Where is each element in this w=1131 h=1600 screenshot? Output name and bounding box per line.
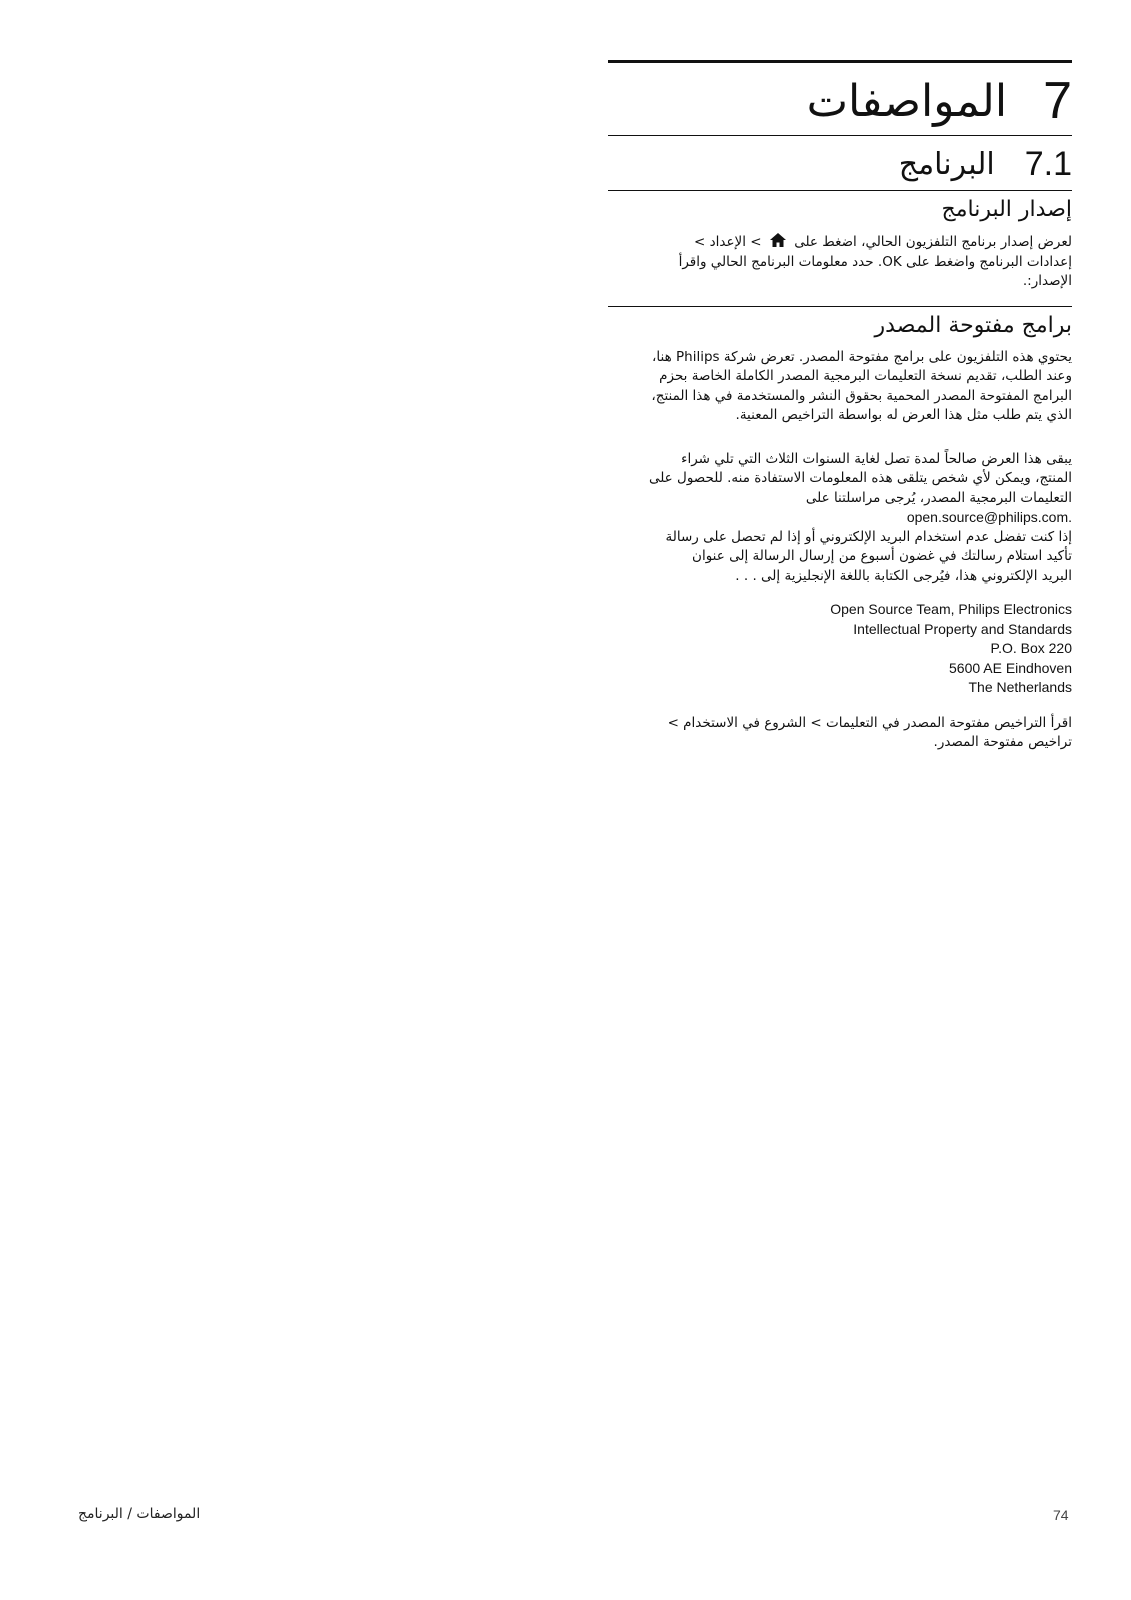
paragraph-line: البرامج المفتوحة المصدر المحمية بحقوق النشر والمستخدمة في هذا المنتج،	[651, 387, 1072, 404]
address-line: Intellectual Property and Standards	[853, 620, 1072, 637]
open-source-paragraph-1	[608, 348, 1072, 426]
footer-title: المواصفات / البرنامج	[78, 1506, 201, 1522]
paragraph-line: يبقى هذا العرض صالحاً لمدة تصل لغاية السنوات الثلاث التي تلي شراء	[681, 450, 1072, 467]
paragraph-line: تراخيص مفتوحة المصدر.	[933, 734, 1072, 750]
section-number: 7.1	[1024, 144, 1072, 183]
paragraph-line: يحتوي هذه التلفزيون على برامج مفتوحة المصدر. تعرض شركة Philips هنا،	[652, 348, 1072, 365]
paragraph-line: تأكيد استلام رسالتك في غضون أسبوع من إرسال الرسالة إلى عنوان	[692, 548, 1072, 564]
postal-address	[608, 600, 1072, 698]
paragraph-line: الذي يتم طلب مثل هذا العرض له بواسطة التراخيص المعنية.	[735, 407, 1072, 423]
paragraph-line: اقرأ التراخيص مفتوحة المصدر في التعليمات > الشروع في الاستخدام >	[667, 714, 1072, 731]
home-icon	[769, 232, 787, 248]
address-line: The Netherlands	[968, 679, 1072, 695]
text-run: > الإعداد >	[694, 234, 762, 250]
address-line: P.O. Box 220	[990, 640, 1072, 656]
open-source-paragraph-3	[608, 528, 1072, 587]
chapter-title: المواصفات	[806, 75, 1008, 127]
open-source-paragraph-2	[608, 450, 1072, 528]
paragraph-line: المنتج، ويمكن لأي شخص يتلقى هذه المعلومات الاستفادة منه. للحصول على	[648, 470, 1072, 486]
address-line: 5600 AE Eindhoven	[949, 659, 1072, 676]
subsection1-title: إصدار البرنامج	[941, 197, 1072, 222]
section-title: البرنامج	[898, 146, 995, 182]
paragraph-line: وعند الطلب، تقديم نسخة التعليمات البرمجية المصدر الكاملة الخاصة بحزم	[659, 368, 1072, 384]
email-address: open.source@philips.com.	[906, 509, 1072, 525]
section-rule	[608, 135, 1072, 136]
paragraph-line: التعليمات البرمجية المصدر، يُرجى مراسلتنا على	[805, 489, 1072, 506]
paragraph-line: إذا كنت تفضل عدم استخدام البريد الإلكتروني أو إذا لم تحصل على رسالة	[665, 528, 1072, 545]
document-column	[608, 60, 1072, 753]
chapter-rule	[608, 60, 1072, 63]
paragraph-line: إعدادات البرنامج واضغط على OK. حدد معلومات البرنامج الحالي واقرأ	[678, 253, 1072, 270]
subsection1-rule	[608, 190, 1072, 191]
chapter-number: 7	[1043, 72, 1072, 130]
paragraph-line: الإصدار:.	[1022, 273, 1072, 289]
open-source-paragraph-4	[608, 714, 1072, 753]
software-version-paragraph	[608, 232, 1072, 292]
address-line: Open Source Team, Philips Electronics	[830, 601, 1072, 617]
section-heading	[608, 138, 1072, 190]
subsection2-title: برامج مفتوحة المصدر	[874, 312, 1072, 338]
page-number: 74	[1053, 1507, 1069, 1523]
subsection2-rule	[608, 306, 1072, 307]
paragraph-line: البريد الإلكتروني هذا، فيُرجى الكتابة باللغة الإنجليزية إلى . . .	[735, 567, 1072, 584]
text-run: لعرض إصدار برنامج التلفزيون الحالي، اضغط على	[794, 234, 1072, 250]
chapter-heading	[608, 67, 1072, 135]
paragraph-line	[608, 232, 1072, 253]
